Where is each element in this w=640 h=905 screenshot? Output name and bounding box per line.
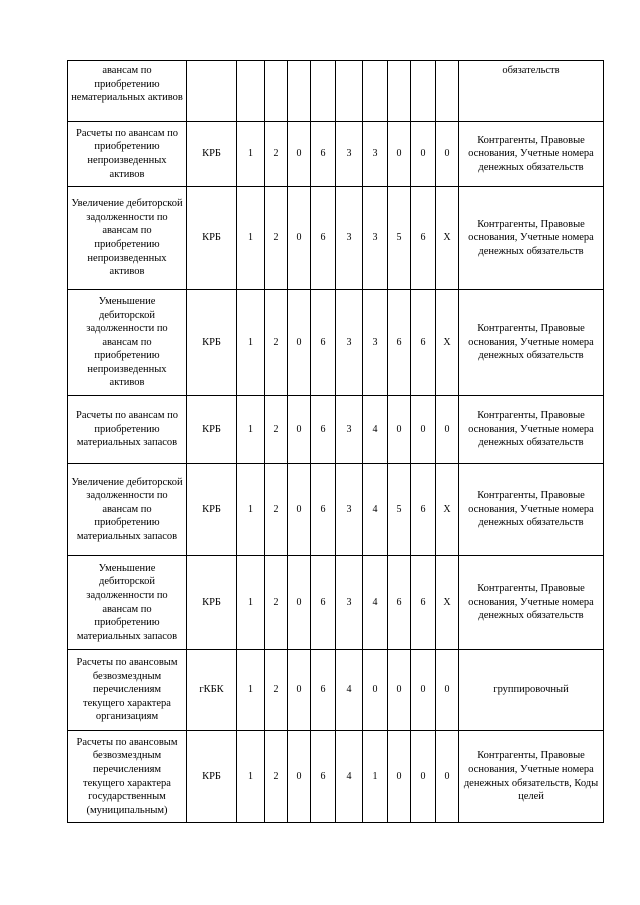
table-row [68,731,604,823]
code-digit: X [436,556,459,650]
code-digit: 5 [388,187,411,290]
code-digit: 3 [336,464,363,556]
code-digit: 6 [311,731,336,823]
record-type: КРБ [187,122,237,187]
code-digit: 0 [288,731,311,823]
code-digit: 6 [311,122,336,187]
code-digit: 6 [388,556,411,650]
code-digit: 6 [311,556,336,650]
account-name: Расчеты по авансовым безвозмездным перечислениям текущего характера организациям [68,650,187,731]
code-digit [436,61,459,122]
code-digit: 1 [237,122,265,187]
code-digit [288,61,311,122]
code-digit: 1 [237,396,265,464]
code-digit: 0 [436,731,459,823]
code-digit: 2 [265,122,288,187]
code-digit: 3 [336,122,363,187]
analytics-description: Контрагенты, Правовые основания, Учетные номера денежных обязательств [459,556,604,650]
record-type: КРБ [187,556,237,650]
code-digit: 0 [288,396,311,464]
record-type [187,61,237,122]
code-digit: 2 [265,396,288,464]
table-row [68,187,604,290]
record-type: КРБ [187,187,237,290]
code-digit: 6 [411,187,436,290]
analytics-description: Контрагенты, Правовые основания, Учетные номера денежных обязательств, Коды целей [459,731,604,823]
analytics-description: Контрагенты, Правовые основания, Учетные номера денежных обязательств [459,464,604,556]
code-digit: 2 [265,187,288,290]
table-row [68,650,604,731]
table-row [68,61,604,122]
analytics-description: Контрагенты, Правовые основания, Учетные номера денежных обязательств [459,290,604,396]
code-digit: 1 [237,731,265,823]
table-row [68,556,604,650]
analytics-description: Контрагенты, Правовые основания, Учетные номера денежных обязательств [459,122,604,187]
code-digit: 0 [436,122,459,187]
code-digit: 0 [388,122,411,187]
code-digit: X [436,187,459,290]
code-digit: X [436,290,459,396]
code-digit: 0 [411,122,436,187]
code-digit: 6 [411,464,436,556]
code-digit: 0 [436,650,459,731]
account-name: Уменьшение дебиторской задолженности по авансам по приобретению непроизведенных активов [68,290,187,396]
code-digit [265,61,288,122]
code-digit [336,61,363,122]
code-digit [237,61,265,122]
record-type: КРБ [187,464,237,556]
code-digit: 0 [288,556,311,650]
code-digit: 0 [388,650,411,731]
analytics-description: обязательств [459,61,604,122]
code-digit: 2 [265,731,288,823]
code-digit: 1 [363,731,388,823]
code-digit: 0 [436,396,459,464]
code-digit: 3 [336,396,363,464]
analytics-description: Контрагенты, Правовые основания, Учетные номера денежных обязательств [459,396,604,464]
account-name: Расчеты по авансам по приобретению непроизведенных активов [68,122,187,187]
code-digit: 0 [288,122,311,187]
analytics-description: группировочный [459,650,604,731]
code-digit: 1 [237,290,265,396]
code-digit: 3 [336,187,363,290]
code-digit: 6 [411,290,436,396]
code-digit: 1 [237,556,265,650]
table-row [68,122,604,187]
code-digit: 6 [311,650,336,731]
code-digit: 2 [265,650,288,731]
code-digit [411,61,436,122]
code-digit: 0 [411,650,436,731]
code-digit: 0 [388,396,411,464]
code-digit: 4 [363,396,388,464]
code-digit: 0 [411,396,436,464]
analytics-description: Контрагенты, Правовые основания, Учетные номера денежных обязательств [459,187,604,290]
code-digit: 3 [336,556,363,650]
code-digit: 1 [237,650,265,731]
code-digit: 0 [288,464,311,556]
code-digit: 6 [411,556,436,650]
record-type: КРБ [187,396,237,464]
code-digit: 6 [311,464,336,556]
code-digit: 6 [311,396,336,464]
record-type: КРБ [187,731,237,823]
code-digit: X [436,464,459,556]
record-type: КРБ [187,290,237,396]
table-row [68,396,604,464]
code-digit: 6 [388,290,411,396]
accounts-table [67,60,604,823]
account-name: Расчеты по авансам по приобретению материальных запасов [68,396,187,464]
code-digit: 4 [363,464,388,556]
code-digit: 0 [388,731,411,823]
table-row [68,290,604,396]
code-digit: 0 [288,650,311,731]
code-digit: 3 [336,290,363,396]
code-digit: 4 [363,556,388,650]
code-digit: 2 [265,290,288,396]
code-digit: 2 [265,556,288,650]
code-digit [311,61,336,122]
account-name: Увеличение дебиторской задолженности по авансам по приобретению непроизведенных активов [68,187,187,290]
code-digit: 1 [237,464,265,556]
account-name: Уменьшение дебиторской задолженности по авансам по приобретению материальных запасов [68,556,187,650]
code-digit: 6 [311,187,336,290]
code-digit: 3 [363,122,388,187]
code-digit: 4 [336,650,363,731]
code-digit: 4 [336,731,363,823]
code-digit: 0 [411,731,436,823]
code-digit: 0 [288,187,311,290]
code-digit: 5 [388,464,411,556]
code-digit [388,61,411,122]
account-name: Расчеты по авансовым безвозмездным перечислениям текущего характера государственным (муниципальным) [68,731,187,823]
code-digit: 3 [363,187,388,290]
code-digit: 0 [363,650,388,731]
record-type: гКБК [187,650,237,731]
account-name: Увеличение дебиторской задолженности по авансам по приобретению материальных запасов [68,464,187,556]
table-row [68,464,604,556]
code-digit: 2 [265,464,288,556]
code-digit: 0 [288,290,311,396]
code-digit: 6 [311,290,336,396]
account-name: авансам по приобретению нематериальных активов [68,61,187,122]
code-digit [363,61,388,122]
code-digit: 3 [363,290,388,396]
code-digit: 1 [237,187,265,290]
